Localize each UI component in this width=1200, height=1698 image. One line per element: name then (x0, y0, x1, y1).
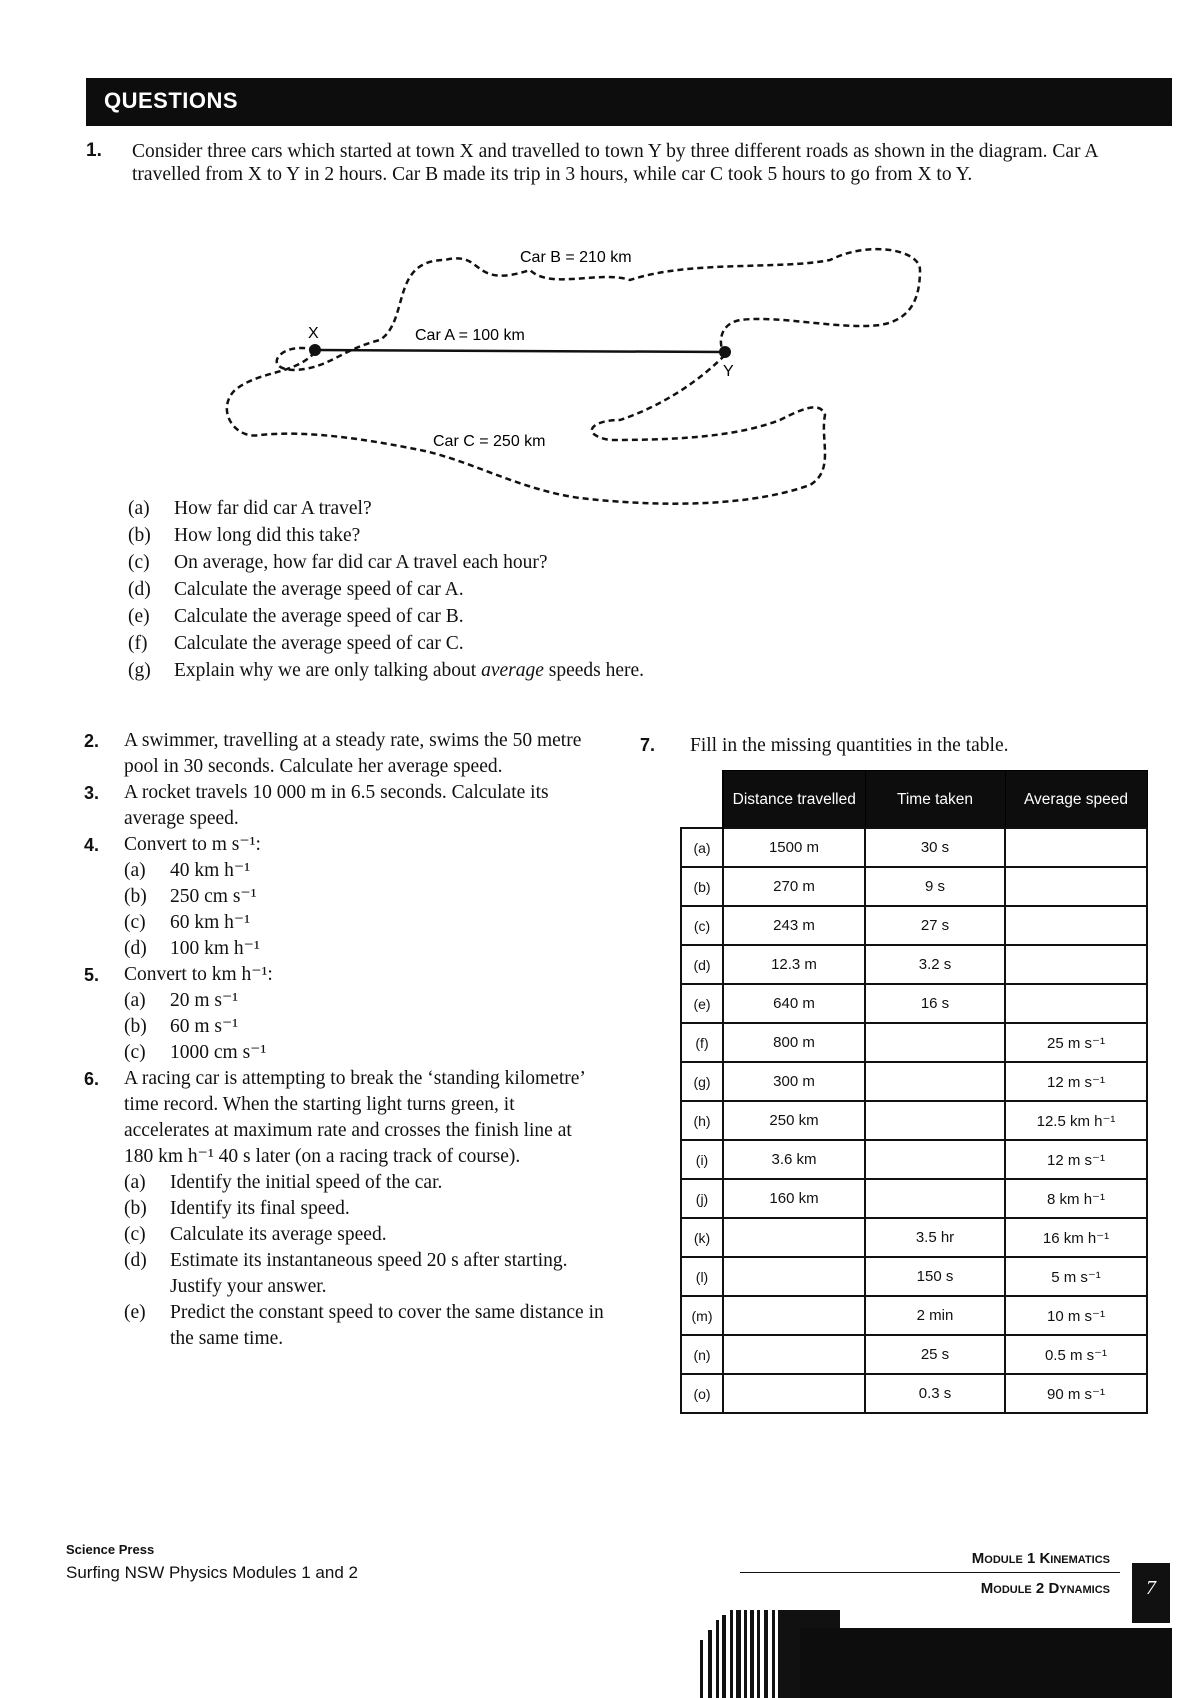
q3 (84, 780, 604, 832)
footer-left (66, 1542, 358, 1583)
q6 (84, 1066, 604, 1352)
distance-cell: 270 m (723, 867, 865, 906)
row-label: (m) (681, 1296, 723, 1335)
q1-text: Consider three cars which started at town X and travelled to town Y by three different roads as shown in the diagram. Car A travelled from X to Y in 2 hours. Car B made its trip in 3 hours, while car C took 5 hours to go from X to Y. (132, 141, 1098, 185)
table-row (681, 867, 1147, 906)
speed-cell: 5 m s⁻¹ (1005, 1257, 1147, 1296)
header-blank (681, 771, 723, 829)
table-row (681, 1062, 1147, 1101)
distance-cell: 250 km (723, 1101, 865, 1140)
page-number: 7 (1132, 1563, 1170, 1623)
distance-cell (723, 1257, 865, 1296)
q4-part: (a) 40 km h⁻¹ (124, 860, 251, 881)
speed-cell: 10 m s⁻¹ (1005, 1296, 1147, 1335)
q5-part: (c) 1000 cm s⁻¹ (124, 1042, 267, 1063)
car-a-label: Car A = 100 km (415, 327, 525, 344)
row-label: (h) (681, 1101, 723, 1140)
q1-part: (d) Calculate the average speed of car A. (128, 579, 464, 600)
row-label: (b) (681, 867, 723, 906)
distance-cell (723, 1335, 865, 1374)
q6-part: (d) Estimate its instantaneous speed 20 s after starting. Justify your answer. (124, 1250, 568, 1297)
table-row (681, 1257, 1147, 1296)
speed-table (680, 770, 1148, 1414)
table-row (681, 1179, 1147, 1218)
speed-cell (1005, 906, 1147, 945)
q6-part: (a) Identify the initial speed of the car. (124, 1172, 443, 1193)
q2 (84, 728, 604, 780)
header-speed: Average speed (1005, 771, 1147, 829)
town-x-dot (309, 344, 321, 356)
time-cell: 30 s (865, 828, 1005, 867)
book-title: Surfing NSW Physics Modules 1 and 2 (66, 1563, 358, 1582)
q1-part: (e) Calculate the average speed of car B. (128, 606, 464, 627)
distance-cell: 640 m (723, 984, 865, 1023)
q1-part: (a) How far did car A travel? (128, 498, 372, 519)
table-row (681, 1374, 1147, 1413)
speed-cell: 12 m s⁻¹ (1005, 1140, 1147, 1179)
time-cell: 2 min (865, 1296, 1005, 1335)
q1-part: (g) Explain why we are only talking about average speeds here. (128, 660, 645, 681)
town-y-dot (719, 346, 731, 358)
distance-cell: 800 m (723, 1023, 865, 1062)
time-cell (865, 1062, 1005, 1101)
q3-text: A rocket travels 10 000 m in 6.5 seconds. Calculate its average speed. (124, 782, 549, 829)
row-label: (e) (681, 984, 723, 1023)
q5-part: (b) 60 m s⁻¹ (124, 1016, 239, 1037)
distance-cell: 1500 m (723, 828, 865, 867)
q5 (84, 962, 604, 1066)
distance-cell: 243 m (723, 906, 865, 945)
q4-part: (c) 60 km h⁻¹ (124, 912, 251, 933)
row-label: (g) (681, 1062, 723, 1101)
distance-cell (723, 1218, 865, 1257)
table-row (681, 1101, 1147, 1140)
distance-cell: 3.6 km (723, 1140, 865, 1179)
table-row (681, 984, 1147, 1023)
footer-divider (740, 1572, 1120, 1573)
speed-cell: 12 m s⁻¹ (1005, 1062, 1147, 1101)
q4-part: (b) 250 cm s⁻¹ (124, 886, 257, 907)
q4-number: 4. (84, 835, 100, 855)
speed-cell: 16 km h⁻¹ (1005, 1218, 1147, 1257)
row-label: (j) (681, 1179, 723, 1218)
distance-cell (723, 1374, 865, 1413)
speed-cell (1005, 984, 1147, 1023)
q2-number: 2. (84, 731, 100, 751)
q4 (84, 832, 604, 962)
time-cell: 9 s (865, 867, 1005, 906)
q2-text: A swimmer, travelling at a steady rate, swims the 50 metre pool in 30 seconds. Calculate her average speed. (124, 730, 582, 777)
table-row (681, 906, 1147, 945)
q5-parts (84, 988, 604, 1066)
speed-cell: 8 km h⁻¹ (1005, 1179, 1147, 1218)
car-c-road (227, 352, 825, 504)
car-c-label: Car C = 250 km (433, 433, 546, 450)
time-cell (865, 1140, 1005, 1179)
row-label: (c) (681, 906, 723, 945)
q6-number: 6. (84, 1069, 100, 1089)
section-header-bar (86, 78, 1172, 126)
q4-part: (d) 100 km h⁻¹ (124, 938, 260, 959)
row-label: (f) (681, 1023, 723, 1062)
table-row (681, 1218, 1147, 1257)
town-x-label: X (308, 325, 319, 342)
speed-cell (1005, 867, 1147, 906)
module2-label: Module 2 Dynamics (980, 1580, 1110, 1597)
time-cell: 25 s (865, 1335, 1005, 1374)
q5-part: (a) 20 m s⁻¹ (124, 990, 239, 1011)
distance-cell: 160 km (723, 1179, 865, 1218)
speed-cell: 25 m s⁻¹ (1005, 1023, 1147, 1062)
row-label: (i) (681, 1140, 723, 1179)
section-title: QUESTIONS (104, 88, 239, 113)
table-row (681, 1335, 1147, 1374)
time-cell: 27 s (865, 906, 1005, 945)
speed-cell: 0.5 m s⁻¹ (1005, 1335, 1147, 1374)
speed-cell: 12.5 km h⁻¹ (1005, 1101, 1147, 1140)
q3-number: 3. (84, 783, 100, 803)
car-a-road (315, 350, 725, 352)
q5-text: Convert to km h⁻¹: (124, 964, 273, 985)
q1-part: (b) How long did this take? (128, 525, 361, 546)
table-row (681, 1296, 1147, 1335)
module1-label: Module 1 Kinematics (971, 1550, 1110, 1567)
distance-cell (723, 1296, 865, 1335)
q6-part: (e) Predict the constant speed to cover the same distance in the same time. (124, 1302, 604, 1349)
time-cell: 0.3 s (865, 1374, 1005, 1413)
bottom-black-block (800, 1628, 1172, 1698)
q1-number: 1. (86, 140, 102, 161)
time-cell: 3.5 hr (865, 1218, 1005, 1257)
q1-parts (128, 495, 644, 684)
row-label: (l) (681, 1257, 723, 1296)
q6-parts (84, 1170, 604, 1352)
header-time: Time taken (865, 771, 1005, 829)
q6-part: (c) Calculate its average speed. (124, 1224, 387, 1245)
table-row (681, 828, 1147, 867)
car-b-label: Car B = 210 km (520, 249, 632, 266)
town-y-label: Y (723, 363, 734, 380)
time-cell: 150 s (865, 1257, 1005, 1296)
header-distance: Distance travelled (723, 771, 865, 829)
speed-cell (1005, 945, 1147, 984)
left-column (84, 728, 604, 1352)
row-label: (o) (681, 1374, 723, 1413)
time-cell: 16 s (865, 984, 1005, 1023)
table-row (681, 945, 1147, 984)
speed-cell (1005, 828, 1147, 867)
q4-parts (84, 858, 604, 962)
speed-cell: 90 m s⁻¹ (1005, 1374, 1147, 1413)
table-row (681, 1023, 1147, 1062)
row-label: (a) (681, 828, 723, 867)
time-cell (865, 1101, 1005, 1140)
time-cell (865, 1179, 1005, 1218)
time-cell: 3.2 s (865, 945, 1005, 984)
table-row (681, 1140, 1147, 1179)
publisher: Science Press (66, 1542, 155, 1557)
q7-text: Fill in the missing quantities in the table. (690, 735, 1009, 756)
q6-text: A racing car is attempting to break the ‘standing kilometre’ time record. When the starting light turns green, it accelerates at maximum rate and crosses the finish line at 180 km h⁻¹ 40 s later (on a racing track of course). (124, 1068, 585, 1167)
row-label: (d) (681, 945, 723, 984)
q5-number: 5. (84, 965, 100, 985)
q1-part: (f) Calculate the average speed of car C. (128, 633, 464, 654)
q7-number: 7. (640, 735, 656, 755)
q4-text: Convert to m s⁻¹: (124, 834, 261, 855)
row-label: (k) (681, 1218, 723, 1257)
row-label: (n) (681, 1335, 723, 1374)
distance-cell: 300 m (723, 1062, 865, 1101)
q1-part: (c) On average, how far did car A travel each hour? (128, 552, 548, 573)
table-header-row (681, 771, 1147, 829)
time-cell (865, 1023, 1005, 1062)
q6-part: (b) Identify its final speed. (124, 1198, 350, 1219)
distance-cell: 12.3 m (723, 945, 865, 984)
